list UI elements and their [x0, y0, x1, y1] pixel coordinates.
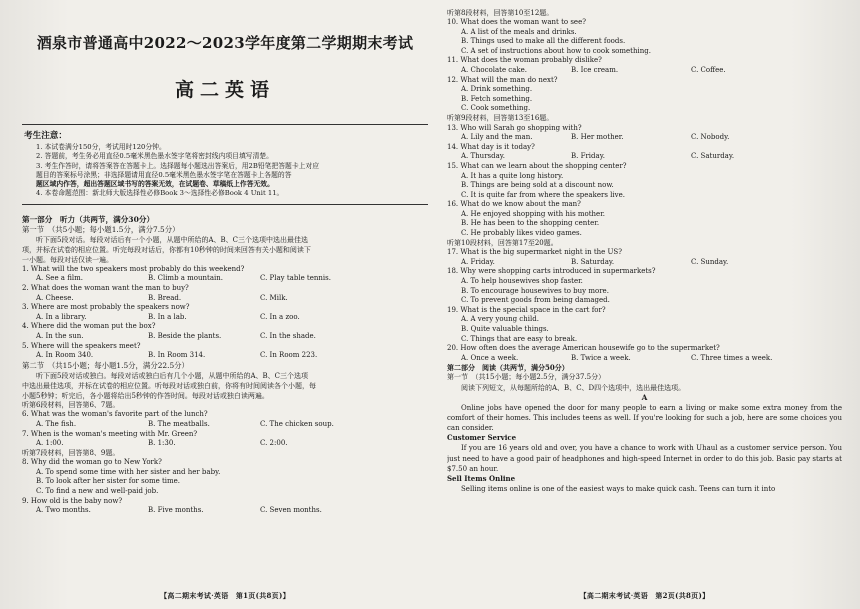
- passage-paragraph: Selling items online is one of the easiest ways to make quick cash. Teens can turn it into: [461, 485, 776, 494]
- question-1: 1. What will the two speakers most probably do this weekend?: [22, 264, 245, 273]
- option-c[interactable]: C. Coffee.: [691, 65, 726, 74]
- page-footer: 【高二期末考试·英语 第2页(共8页)】: [579, 591, 710, 600]
- page-footer: 【高二期末考试·英语 第1页(共8页)】: [160, 591, 290, 600]
- option-a[interactable]: A. In a library.: [36, 312, 87, 321]
- question-20: 20. How often does the average American housewife go to the supermarket?: [447, 344, 720, 353]
- option-a[interactable]: A. Drink something.: [461, 85, 533, 94]
- option-c[interactable]: C. Things that are easy to break.: [461, 334, 578, 343]
- instructions: 听下面5段对话。每段对话后有一个小题，从题中所给的A、B、C三个选项中选出最佳选: [36, 235, 309, 244]
- question-17: 17. What is the big supermarket night in the US?: [447, 248, 622, 257]
- notice-heading: 考生注意：: [24, 131, 67, 141]
- option-b[interactable]: B. Five months.: [148, 506, 204, 515]
- option-b[interactable]: B. Her mother.: [571, 133, 624, 142]
- option-c[interactable]: C. In a zoo.: [260, 312, 300, 321]
- option-a[interactable]: A. Lily and the man.: [461, 133, 533, 142]
- option-a[interactable]: A. Chocolate cake.: [461, 65, 528, 74]
- notice-item: 2. 答题前，考生务必用直径0.5毫米黑色墨水签字笔将密封线内项目填写清楚。: [36, 152, 273, 161]
- option-c[interactable]: C. In Room 223.: [260, 351, 318, 360]
- listening-material-label: 听第8段材料，回答第10至12题。: [447, 9, 554, 17]
- question-18: 18. Why were shopping carts introduced in supermarkets?: [447, 267, 656, 276]
- question-11: 11. What does the woman probably dislike?: [447, 56, 602, 65]
- options-20: [447, 354, 842, 364]
- part2-heading: 第二部分 阅读（共两节，满分50分）: [447, 363, 569, 373]
- option-a[interactable]: A. Once a week.: [461, 353, 519, 362]
- option-b[interactable]: B. Twice a week.: [571, 353, 631, 362]
- options-3: [22, 313, 428, 323]
- question-4: 4. Where did the woman put the box?: [22, 322, 156, 331]
- question-3: 3. Where are most probably the speakers now?: [22, 303, 190, 312]
- option-b[interactable]: B. In Room 314.: [148, 351, 206, 360]
- option-b[interactable]: B. Bread.: [148, 293, 182, 302]
- option-a[interactable]: A. To help housewives shop faster.: [461, 277, 583, 286]
- option-c[interactable]: C. Seven months.: [260, 506, 322, 515]
- option-c[interactable]: C. The chicken soup.: [260, 419, 334, 428]
- notice-item: 题目的答案标号涂黑；非选择题请用直径0.5毫米黑色墨水签字笔在答题卡上各题的答: [36, 170, 292, 179]
- option-c[interactable]: C. Play table tennis.: [260, 274, 331, 283]
- question-14: 14. What day is it today?: [447, 142, 535, 151]
- question-2: 2. What does the woman want the man to buy?: [22, 283, 189, 292]
- option-a[interactable]: A. It has a quite long history.: [461, 171, 564, 180]
- listening-material-label: 听第10段材料，回答第17至20题。: [447, 238, 558, 247]
- question-13: 13. Who will Sarah go shopping with?: [447, 123, 582, 132]
- question-12: 12. What will the man do next?: [447, 75, 558, 84]
- option-c[interactable]: C. In the shade.: [260, 331, 316, 340]
- option-c[interactable]: C. Saturday.: [691, 152, 735, 161]
- notice-item: 1. 本试卷满分150分，考试用时120分钟。: [36, 143, 166, 151]
- option-c[interactable]: C. To prevent goods from being damaged.: [461, 296, 610, 305]
- option-c[interactable]: C. To find a new and well-paid job.: [36, 487, 159, 496]
- option-a[interactable]: A. Cheese.: [36, 293, 74, 302]
- option-a[interactable]: A. In the sun.: [36, 331, 84, 340]
- instructions: 一小题。每段对话仅读一遍。: [22, 255, 113, 264]
- part1-section1: 第一节 （共5小题；每小题1.5分，满分7.5分）: [22, 224, 180, 234]
- option-a[interactable]: A. 1:00.: [36, 439, 64, 448]
- option-c[interactable]: C. Nobody.: [691, 133, 730, 142]
- option-a[interactable]: A. See a film.: [36, 274, 83, 283]
- option-b[interactable]: B. He has been to the shopping center.: [461, 219, 600, 228]
- option-a[interactable]: A. A very young child.: [461, 315, 539, 324]
- options-14: [447, 152, 842, 162]
- options-4: [22, 332, 428, 342]
- part2-instructions: 阅读下列短文，从每题所给的A、B、C、D四个选项中，选出最佳选项。: [461, 383, 686, 392]
- question-9: 9. How old is the baby now?: [22, 496, 123, 505]
- instructions: 项，并标在试卷的相应位置。听完每段对话后，你都有10秒钟的时间来回答有关小题和阅读下: [22, 245, 311, 254]
- notice-item: 3. 考生作答时，请将答案答在答题卡上。选择题每小题选出答案后，用2B铅笔把答题卡上对应: [36, 161, 320, 170]
- option-b[interactable]: B. Friday.: [571, 152, 605, 161]
- passage-subheading: Sell Items Online: [447, 473, 516, 483]
- instructions: 听下面5段对话或独白。每段对话或独白后有几个小题，从题中所给的A、B、C三个选项: [36, 371, 309, 380]
- option-b[interactable]: B. Things used to make all the different foods.: [461, 37, 626, 46]
- notice-item: 4. 本卷命题范围：新北师大版选择性必修Book 3～选择性必修Book 4 Unit 11。: [36, 189, 284, 198]
- passage-paragraph: If you are 16 years old and over, you have a chance to work with Uhaul as a customer service person. You just need to have a good pair of headphones and high-speed Internet in order to do this job. Basic pay starts at $7.50 an hour.: [447, 444, 842, 473]
- page-2: [447, 0, 842, 609]
- question-7: 7. When is the woman's meeting with Mr. Green?: [22, 429, 198, 438]
- question-5: 5. Where will the speakers meet?: [22, 341, 141, 350]
- option-b[interactable]: B. Fetch something.: [461, 94, 533, 103]
- option-b[interactable]: B. Saturday.: [571, 257, 615, 266]
- listening-material-label: 听第6段材料，回答第6、7题。: [22, 400, 120, 409]
- part2-section1: 第一节 （共15小题；每小题2.5分，满分37.5分）: [447, 372, 606, 381]
- option-a[interactable]: A. He enjoyed shopping with his mother.: [461, 209, 606, 218]
- passage-paragraph: Online jobs have opened the door for many people to earn a living or make some extra money from the comfort of their homes. This includes teens as well. If you're looking for such a job, here are some choices you can consider.: [447, 403, 842, 432]
- option-b[interactable]: B. To encourage housewives to buy more.: [461, 286, 609, 295]
- option-b[interactable]: B. Ice cream.: [571, 65, 619, 74]
- option-a[interactable]: A. Two months.: [36, 506, 91, 515]
- option-a[interactable]: A. In Room 340.: [36, 351, 94, 360]
- options-2: [22, 294, 428, 304]
- option-a[interactable]: A. To spend some time with her sister and her baby.: [36, 467, 221, 476]
- options-1: [22, 274, 428, 284]
- part1-section2: 第二节 （共15小题；每小题1.5分，满分22.5分）: [22, 360, 189, 370]
- subject-title: 高二英语: [174, 79, 275, 101]
- options-5: [22, 351, 428, 361]
- options-7: [22, 439, 428, 449]
- option-a[interactable]: A. Friday.: [461, 257, 495, 266]
- option-a[interactable]: A. The fish.: [36, 419, 77, 428]
- instructions: 小题5秒钟；听完后，各小题将给出5秒钟的作答时间。每段对话或独白读两遍。: [22, 391, 269, 400]
- options-6: [22, 420, 428, 430]
- instructions: 中选出最佳选项，并标在试卷的相应位置。听每段对话或独白前，你将有时间阅读各个小题，每: [22, 381, 316, 390]
- option-a[interactable]: A. Thursday.: [461, 152, 506, 161]
- listening-material-label: 听第9段材料，回答第13至16题。: [447, 113, 554, 122]
- question-16: 16. What do we know about the man?: [447, 200, 581, 209]
- option-b[interactable]: B. In a lab.: [148, 312, 187, 321]
- option-a[interactable]: A. A list of the meals and drinks.: [461, 27, 577, 36]
- option-b[interactable]: B. Climb a mountain.: [148, 274, 223, 283]
- options-17: [447, 258, 842, 268]
- options-11: [447, 66, 842, 76]
- question-6: 6. What was the woman's favorite part of the lunch?: [22, 410, 208, 419]
- option-b[interactable]: B. Beside the plants.: [148, 331, 222, 340]
- option-c[interactable]: C. It is quite far from where the speakers live.: [461, 190, 625, 199]
- option-c[interactable]: C. 2:00.: [260, 439, 288, 448]
- exam-title: 酒泉市普通高中2022～2023学年度第二学期期末考试: [36, 34, 414, 52]
- notice-box: [22, 124, 428, 205]
- option-c[interactable]: C. He probably likes video games.: [461, 229, 582, 238]
- question-15: 15. What can we learn about the shopping center?: [447, 161, 627, 170]
- part1-heading: 第一部分 听力（共两节，满分30分）: [22, 214, 155, 224]
- question-19: 19. What is the special space in the cart for?: [447, 305, 606, 314]
- option-c[interactable]: C. Milk.: [260, 293, 288, 302]
- options-13: [447, 133, 842, 143]
- option-c[interactable]: C. Sunday.: [691, 257, 729, 266]
- question-10: 10. What does the woman want to see?: [447, 18, 586, 26]
- passage-subheading: Customer Service: [447, 433, 517, 443]
- option-b[interactable]: B. To look after her sister for some time.: [36, 477, 181, 486]
- page-1: [22, 0, 428, 609]
- option-c[interactable]: C. A set of instructions about how to cook something.: [461, 46, 651, 55]
- notice-item: 题区域内作答，超出答题区域书写的答案无效，在试题卷、草稿纸上作答无效。: [36, 180, 274, 189]
- option-c[interactable]: C. Cook something.: [461, 104, 531, 113]
- passage-letter: A: [641, 392, 648, 402]
- option-b[interactable]: B. Things are being sold at a discount now.: [461, 181, 614, 190]
- option-b[interactable]: B. Quite valuable things.: [461, 325, 549, 333]
- question-8: 8. Why did the woman go to New York?: [22, 458, 162, 467]
- option-b[interactable]: B. 1:30.: [148, 439, 176, 448]
- option-c[interactable]: C. Three times a week.: [691, 353, 773, 362]
- options-9: [22, 506, 428, 516]
- listening-material-label: 听第7段材料，回答第8、9题。: [22, 448, 120, 457]
- option-b[interactable]: B. The meatballs.: [148, 419, 210, 428]
